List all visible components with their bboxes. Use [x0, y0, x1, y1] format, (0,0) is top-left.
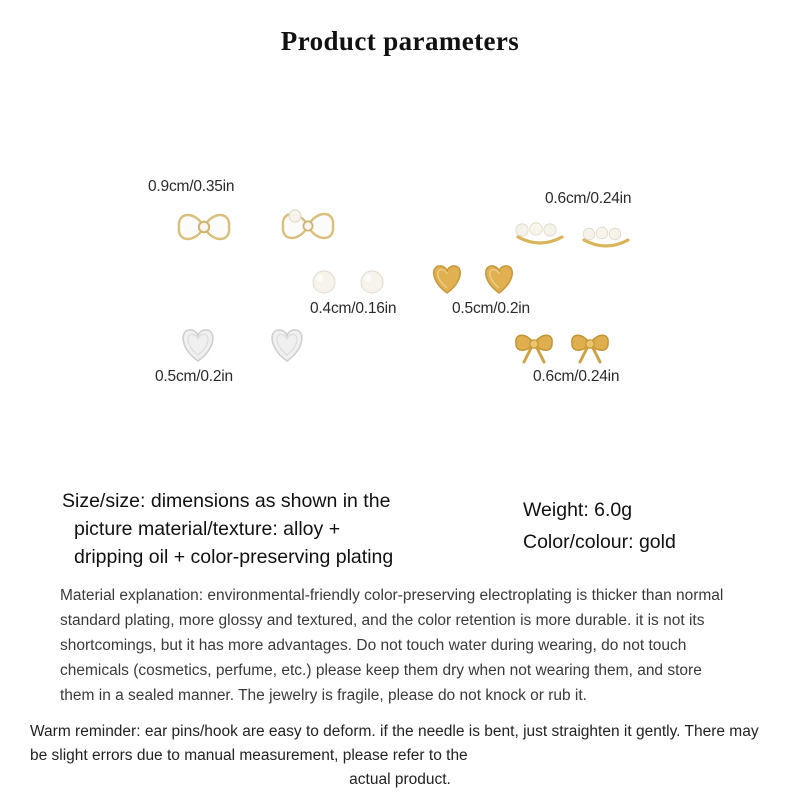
size-spec-line-1: Size/size: dimensions as shown in the: [62, 490, 391, 512]
earring-heart-crystal-right: [265, 323, 309, 370]
size-spec-line-3: dripping oil + color-preserving plating: [74, 546, 394, 568]
earring-bow-gold-right: [566, 326, 614, 373]
weight-color-spec: [523, 494, 773, 558]
warm-reminder: [30, 720, 770, 792]
size-material-spec: [62, 487, 462, 571]
page-title: Product parameters: [280, 26, 520, 56]
earring-heart-crystal-left: [176, 323, 220, 370]
dimension-label-heart-gold: 0.5cm/0.2in: [452, 300, 530, 317]
warm-reminder-line-3: actual product.: [349, 771, 451, 788]
material-explanation: Material explanation: environmental-friendly color-preserving electroplating is thicker than normal standard plating, more glossy and textured, and the color retention is more durable. it is not its shortcomings, but it has more advantages. Do not touch water during wearing, do not touch chemicals (cosmetics, perfume, etc.) please keep them dry when not wearing them, and store them in a sealed manner. The jewelry is fragile, please do not knock or rub it.: [60, 587, 724, 704]
weight-spec: Weight: 6.0g: [523, 499, 633, 521]
dimension-label-bow-gold: 0.6cm/0.24in: [533, 368, 620, 385]
size-spec-line-2: picture material/texture: alloy +: [74, 518, 341, 540]
earring-bow-gold-left: [510, 326, 558, 373]
earring-pearl-stud-left: [309, 267, 339, 302]
earring-heart-gold-right: [480, 260, 518, 301]
earring-bow-white-right: [277, 203, 339, 254]
warm-reminder-line-1: Warm reminder: ear pins/hook are easy to deform. if the needle is bent, just straighten it: [30, 723, 632, 740]
dimension-label-pearl-bar: 0.6cm/0.24in: [545, 190, 632, 207]
dimension-label-heart-crystal: 0.5cm/0.2in: [155, 368, 233, 385]
product-photo-area: [0, 110, 800, 470]
warm-reminder-line-2: gently. There may be slight errors due to manual measurement, please refer to the: [30, 723, 759, 764]
earring-pearl-bar-left: [512, 217, 568, 256]
earring-bow-white-left: [173, 205, 235, 254]
dimension-label-bow-white: 0.9cm/0.35in: [148, 178, 235, 195]
dimension-label-pearl-stud: 0.4cm/0.16in: [310, 300, 397, 317]
earring-pearl-bar-right: [578, 222, 634, 259]
earring-heart-gold-left: [428, 260, 466, 301]
earring-pearl-stud-right: [357, 267, 387, 302]
color-spec: Color/colour: gold: [523, 531, 676, 553]
